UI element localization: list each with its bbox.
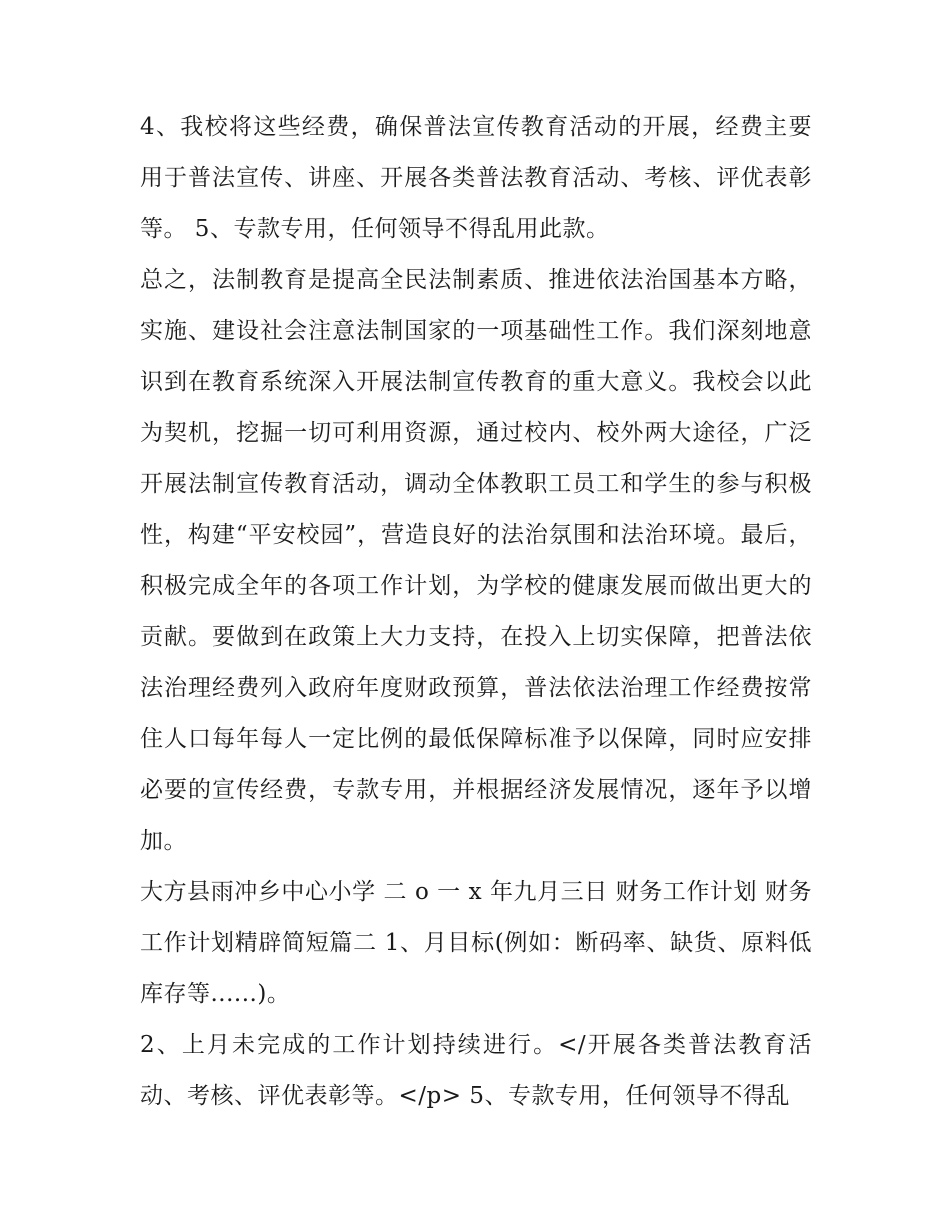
paragraph-summary: 总之，法制教育是提高全民法制素质、推进依法治国基本方略，实施、建设社会注意法制国家的一项基础性工作。我们深刻地意识到在教育系统深入开展法制宣传教育的重大意义。我校会以此为契机，挖掘一切可利用资源，通过校内、校外两大途径，广泛开展法制宣传教育活动，调动全体教职工员工和学生的参与积极性，构建“平安校园”，营造良好的法治氛围和法治环境。最后，积极完成全年的各项工作计划，为学校的健康发展而做出更大的贡献。要做到在政策上大力支持，在投入上切实保障，把普法依法治理经费列入政府年度财政预算，普法依法治理工作经费按常住人口每年每人一定比例的最低保障标准予以保障，同时应安排必要的宣传经费，专款专用，并根据经济发展情况，逐年予以增加。	[140, 267, 812, 854]
document-body	[140, 102, 812, 1122]
paragraph-funding-usage: 4、我校将这些经费，确保普法宣传教育活动的开展，经费主要用于普法宣传、讲座、开展各类普法教育活动、考核、评优表彰等。 5、专款专用，任何领导不得乱用此款。	[140, 114, 812, 242]
paragraph-continued-plan: 2、上月未完成的工作计划持续进行。</开展各类普法教育活动、考核、评优表彰等。</p> 5、专款专用，任何领导不得乱	[140, 1032, 812, 1109]
paragraph-signature-and-plan: 大方县雨冲乡中心小学 二 o 一 x 年九月三日 财务工作计划 财务工作计划精辟简短篇二 1、月目标(例如：断码率、缺货、原料低库存等......)。	[140, 879, 812, 1007]
